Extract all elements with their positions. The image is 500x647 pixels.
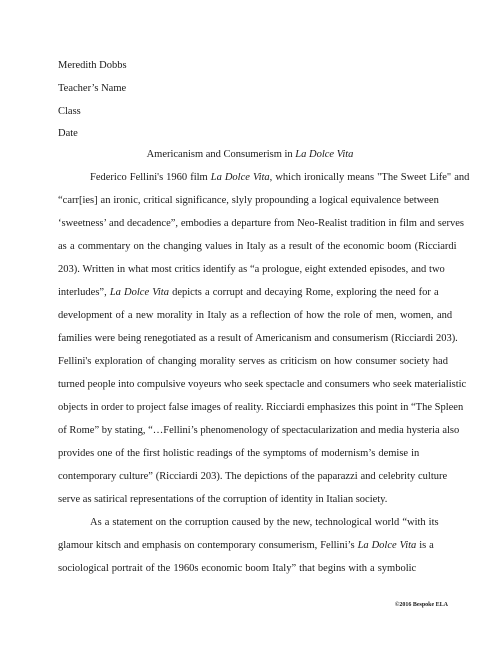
text-run: interludes”, (58, 287, 110, 298)
paragraph-2-line-3: sociological portrait of the 1960s economic boom Italy” that begins with a symbolic (58, 563, 417, 574)
paragraph-1-line-14: contemporary culture” (Ricciardi 203). The depictions of the paparazzi and celebrity culture (58, 471, 448, 482)
film-title: La Dolce Vita (210, 172, 270, 183)
text-run: depicts a corrupt and decaying Rome, exploring the need for a (168, 287, 439, 298)
paragraph-1-line-10: turned people into compulsive voyeurs who seek spectacle and consumers who seek materialistic (58, 379, 467, 390)
paragraph-1-line-8: families were being renegotiated as a result of Americanism and consumerism (Ricciardi 203). (58, 333, 458, 344)
text-run: glamour kitsch and emphasis on contemporary consumerism, Fellini’s (58, 540, 358, 551)
paragraph-1-line-7: development of a new morality in Italy as a reflection of how the role of men, women, and (58, 310, 453, 321)
paragraph-1-line-15: serve as satirical representations of the corruption of identity in Italian society. (58, 494, 388, 505)
class-label: Class (58, 106, 81, 117)
document-title (0, 149, 500, 161)
text-run: , which ironically means "The Sweet Life" and (269, 172, 470, 183)
paragraph-1-line-3: ‘sweetness’ and decadence”, embodies a departure from Neo-Realist tradition in film and serves (58, 218, 465, 229)
paragraph-1-line-1 (90, 172, 470, 184)
author-name: Meredith Dobbs (58, 60, 127, 71)
film-title: La Dolce Vita (357, 540, 417, 551)
paragraph-1-line-6 (58, 287, 444, 299)
paragraph-1-line-4: as a commentary on the changing values in Italy as a result of the economic boom (Ricciardi (58, 241, 457, 252)
date-label: Date (58, 128, 78, 139)
text-run: is a (416, 540, 434, 551)
paragraph-1-line-5: 203). Written in what most critics identify as “a prologue, eight extended episodes, and two (58, 264, 445, 275)
text-run: Federico Fellini's 1960 film (90, 172, 211, 183)
paragraph-2-line-2 (58, 540, 444, 552)
paragraph-1-line-11: objects in order to project false images of reality. Ricciardi emphasizes this point in “The Spleen (58, 402, 464, 413)
paragraph-1-line-2: “carr[ies] an ironic, critical significance, slyly propounding a logical equivalence between (58, 195, 439, 206)
teacher-name: Teacher’s Name (58, 83, 127, 94)
paragraph-1-line-13: provides one of the first holistic readings of the symptoms of modernism’s demise in (58, 448, 420, 459)
paragraph-2-line-1: As a statement on the corruption caused by the new, technological world “with its (90, 517, 439, 528)
paragraph-1-line-12: of Rome” by stating, “…Fellini’s phenomenology of spectacularization and media hysteria also (58, 425, 460, 436)
film-title: La Dolce Vita (109, 287, 169, 298)
title-film-name: La Dolce Vita (295, 149, 354, 160)
title-text: Americanism and Consumerism in (146, 149, 296, 160)
copyright-footer: ©2016 Bespoke ELA (394, 602, 448, 608)
paragraph-1-line-9: Fellini's exploration of changing morality serves as criticism on how consumer society had (58, 356, 448, 367)
